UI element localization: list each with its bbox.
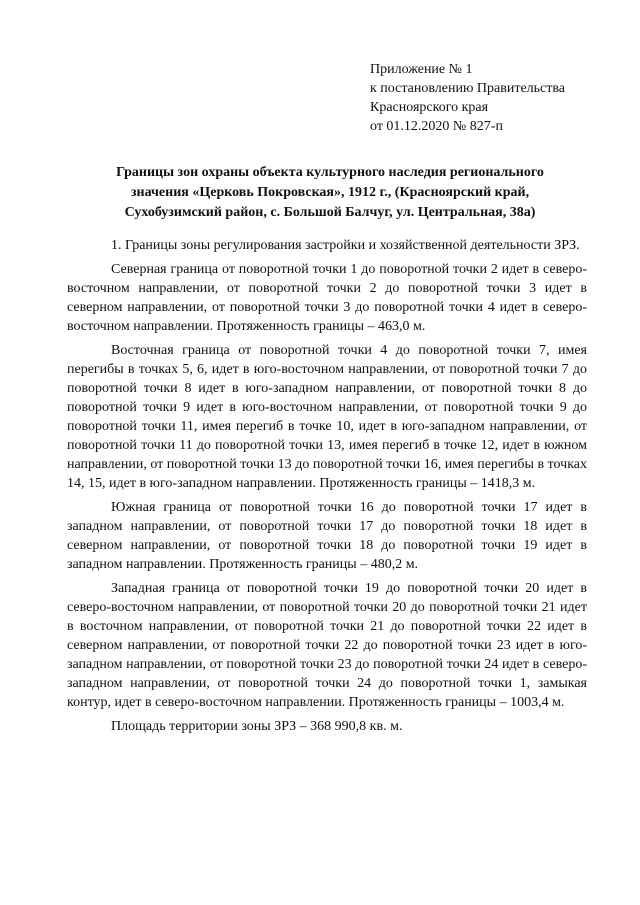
title-line-2: значения «Церковь Покровская», 1912 г., (Красноярский край, xyxy=(130,185,530,200)
paragraph-zone-area: Площадь территории зоны ЗРЗ – 368 990,8 кв. м. xyxy=(111,719,403,734)
document-title xyxy=(60,163,600,223)
paragraph-west-boundary: Западная граница от поворотной точки 19 до поворотной точки 20 идет в северо-восточном направлении, от поворотной точки 20 до поворотной точки 21 идет в восточном направлении, от поворотной точки 21 до поворотной точки 22 идет в северном направлении, от поворотной точки 22 до поворотной точки 23 идет в юго-западном направлении, от поворотной точки 23 до поворотной точки 24 идет в северо-западном направлении, от поворотной точки 24 до поворотной точки 1, замыкая контур, идет в северо-восточном направлении. Протяженность границы – 1003,4 м. xyxy=(67,581,587,710)
document-body xyxy=(67,236,587,741)
appendix-resolution-ref: к постановлению Правительства xyxy=(370,81,566,96)
appendix-date-number: от 01.12.2020 № 827-п xyxy=(370,119,503,134)
appendix-header xyxy=(370,60,620,136)
section-heading-zone: 1. Границы зоны регулирования застройки и хозяйственной деятельности ЗРЗ. xyxy=(111,238,580,253)
appendix-region: Красноярского края xyxy=(370,100,489,115)
title-line-3: Сухобузимский район, с. Большой Балчуг, ул. Центральная, 38а) xyxy=(124,205,536,220)
appendix-number: Приложение № 1 xyxy=(370,62,473,77)
paragraph-east-boundary: Восточная граница от поворотной точки 4 до поворотной точки 7, имея перегибы в точках 5, 6, идет в юго-восточном направлении, от поворотной точки 7 до поворотной точки 8 идет в юго-западном направлении, от поворотной точки 8 до поворотной точки 9 идет в юго-восточном направлении, от поворотной точки 9 до поворотной точки 11, имея перегиб в точке 10, идет в юго-западном направлении, от поворотной точки 11 до поворотной точки 13, имея перегиб в точке 12, идет в южном направлении, от поворотной точки 13 до поворотной точки 16, имея перегибы в точках 14, 15, идет в юго-западном направлении. Протяженность границы – 1418,3 м. xyxy=(67,343,587,491)
paragraph-north-boundary: Северная граница от поворотной точки 1 до поворотной точки 2 идет в северо-восточном направлении, от поворотной точки 2 до поворотной точки 3 идет в северном направлении, от поворотной точки 3 до поворотной точки 4 идет в северо-восточном направлении. Протяженность границы – 463,0 м. xyxy=(67,262,587,334)
paragraph-south-boundary: Южная граница от поворотной точки 16 до поворотной точки 17 идет в западном направлении, от поворотной точки 17 до поворотной точки 18 идет в северном направлении, от поворотной точки 18 до поворотной точки 19 идет в западном направлении. Протяженность границы – 480,2 м. xyxy=(67,500,587,572)
title-line-1: Границы зон охраны объекта культурного наследия регионального xyxy=(116,165,544,180)
